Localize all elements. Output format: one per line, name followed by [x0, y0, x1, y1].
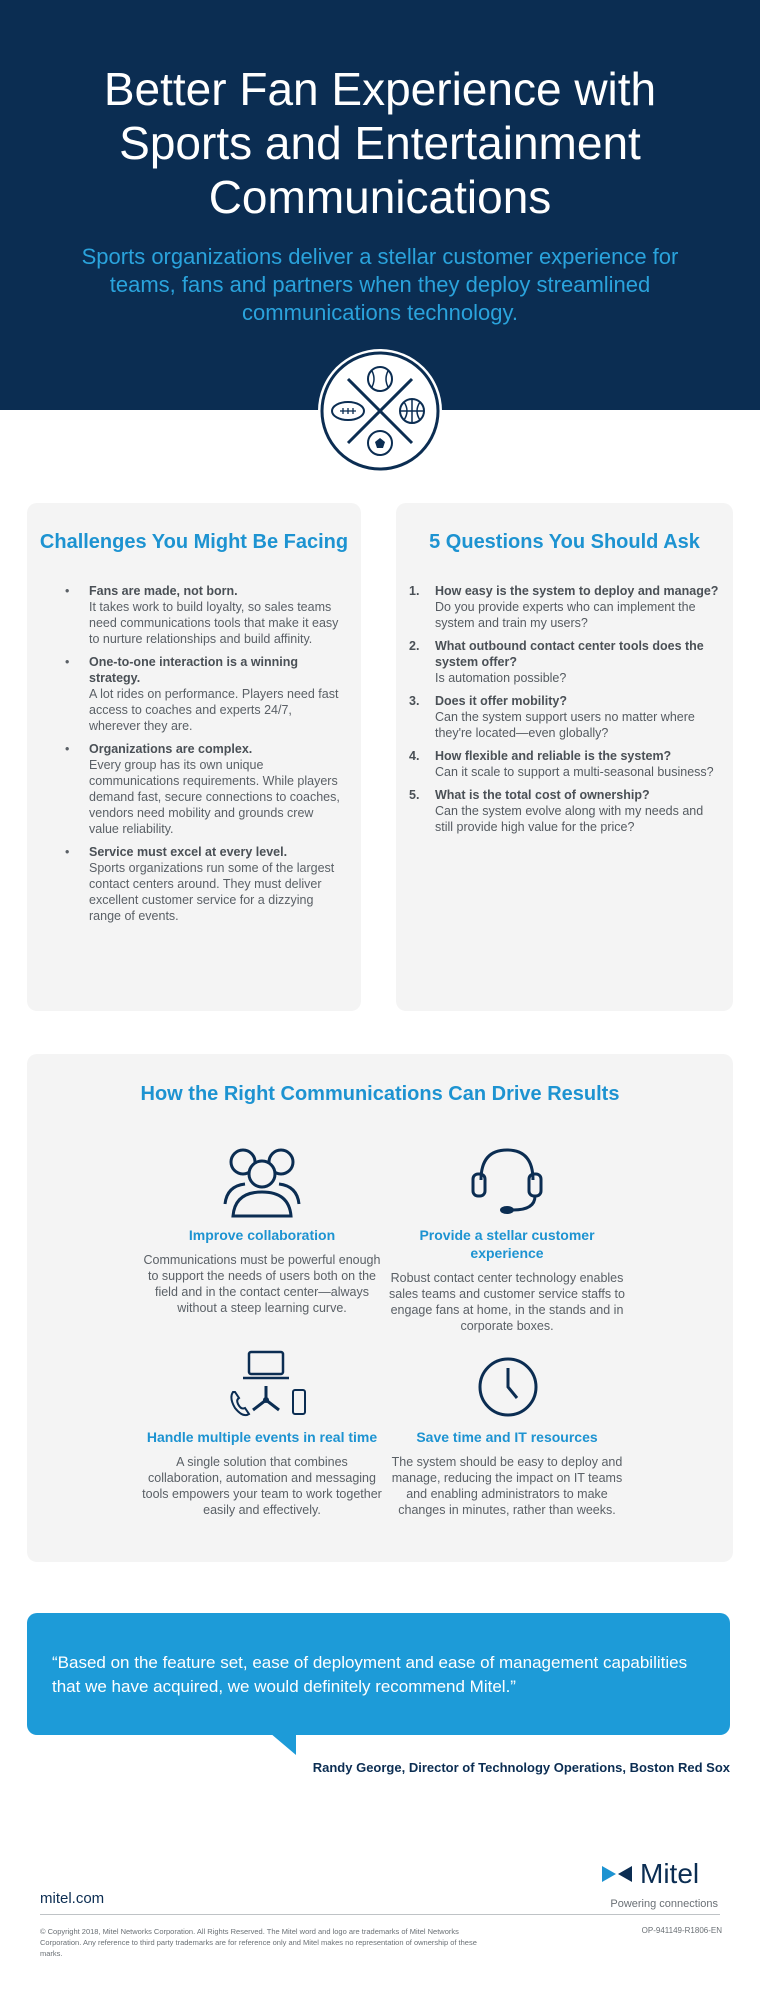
feature-text: The system should be easy to deploy and manage, reducing the impact on IT teams and enabling administrators to make changes in minutes, rather than weeks. [391, 1455, 623, 1517]
sports-balls-icon [318, 349, 442, 473]
feature-title: Handle multiple events in real time [146, 1429, 378, 1445]
question-number: 5. [409, 788, 420, 802]
feature-handle-events [142, 1428, 382, 1518]
feature-title: Provide a stellar customer experience [419, 1227, 595, 1261]
feature-customer-experience [387, 1226, 627, 1334]
part-number: OP-941149-R1806-EN [641, 1926, 722, 1935]
challenge-text: A lot rides on performance. Players need fast access to coaches and experts 24/7, wherever they are. [89, 687, 339, 733]
results-title: How the Right Communications Can Drive Results [140, 1083, 620, 1105]
copyright-text: © Copyright 2018, Mitel Networks Corporation. All Rights Reserved. The Mitel word and logo are trademarks of Mitel Networks Corporation. Any reference to third party trademarks are for reference only and Mitel makes no representation of ownership of these marks. [40, 1927, 477, 1958]
challenge-heading: • Organizations are complex. [89, 742, 253, 756]
questions-title: 5 Questions You Should Ask [429, 531, 700, 553]
challenge-heading: • Fans are made, not born. [89, 584, 238, 598]
feature-text: Communications must be powerful enough to support the needs of users both on the field and in the contact center—always without a steep learning curve. [143, 1253, 381, 1315]
question-heading: What outbound contact center tools does the system offer? [435, 639, 704, 669]
question-text: Do you provide experts who can implement the system and train my users? [435, 600, 696, 630]
challenge-heading: • One-to-one interaction is a winning strategy. [89, 655, 299, 685]
feature-title: Save time and IT resources [416, 1429, 598, 1445]
question-text: Is automation possible? [435, 671, 567, 685]
headset-icon [467, 1140, 547, 1225]
challenge-heading: • Service must excel at every level. [89, 845, 288, 859]
quote-text: “Based on the feature set, ease of deployment and ease of management capabilities that we have acquired, we would definitely recommend Mitel.” [52, 1653, 688, 1696]
mitel-logo-icon [600, 1858, 634, 1895]
question-number: 2. [409, 639, 420, 653]
list-item [409, 748, 719, 780]
question-text: Can it scale to support a multi-seasonal business? [435, 765, 714, 779]
feature-title: Improve collaboration [188, 1227, 336, 1243]
logo-tagline: Powering connections [610, 1898, 718, 1910]
challenge-text: Sports organizations run some of the largest contact centers around. They must deliver excellent customer service for a dizzying range of events. [89, 861, 335, 923]
question-heading: How flexible and reliable is the system? [435, 749, 672, 763]
testimonial-quote [27, 1613, 730, 1735]
question-number: 3. [409, 694, 420, 708]
questions-card [396, 503, 733, 1011]
questions-list [409, 583, 719, 842]
question-heading: Does it offer mobility? [435, 694, 567, 708]
quote-attribution: Randy George, Director of Technology Operations, Boston Red Sox [312, 1760, 730, 1775]
list-item [61, 583, 343, 647]
results-card [27, 1054, 733, 1562]
feature-improve-collaboration [142, 1226, 382, 1316]
list-item [61, 844, 343, 924]
question-text: Can the system support users no matter where they're located—even globally? [435, 710, 695, 740]
users-icon [221, 1144, 303, 1223]
challenges-list [61, 583, 343, 931]
list-item [409, 638, 719, 686]
list-item [61, 741, 343, 837]
challenge-text: It takes work to build loyalty, so sales teams need communications tools that make it easy to nurture relationships and build affinity. [89, 600, 339, 646]
footer-divider [40, 1914, 720, 1915]
challenge-text: Every group has its own unique communications requirements. While players demand fast, secure connections to coaches, vendors need mobility and grounds crew value reliability. [89, 758, 340, 836]
site-link[interactable]: mitel.com [40, 1890, 105, 1907]
feature-text: A single solution that combines collaboration, automation and messaging tools empowers your team to work together easily and effectively. [142, 1455, 382, 1517]
challenges-title: Challenges You Might Be Facing [39, 531, 349, 553]
list-item [409, 693, 719, 741]
hero-subtitle: Sports organizations deliver a stellar customer experience for teams, fans and partners when they deploy streamlined communications technology. [81, 244, 679, 325]
devices-icon [227, 1348, 311, 1427]
clock-icon [477, 1356, 539, 1423]
feature-save-time [387, 1428, 627, 1518]
question-text: Can the system evolve along with my needs and still provide high value for the price? [435, 804, 704, 834]
challenges-card [27, 503, 361, 1011]
question-heading: How easy is the system to deploy and manage? [435, 584, 719, 598]
list-item [409, 583, 719, 631]
question-heading: What is the total cost of ownership? [435, 788, 650, 802]
list-item [61, 654, 343, 734]
logo-wordmark: Mitel [640, 1858, 700, 1889]
question-number: 1. [409, 584, 420, 598]
quote-tail [270, 1733, 296, 1755]
feature-text: Robust contact center technology enables sales teams and customer service staffs to engage fans at home, in the stands and in corporate boxes. [389, 1271, 625, 1333]
question-number: 4. [409, 749, 420, 763]
page-title: Better Fan Experience with Sports and Entertainment Communications [103, 63, 657, 223]
list-item [409, 787, 719, 835]
